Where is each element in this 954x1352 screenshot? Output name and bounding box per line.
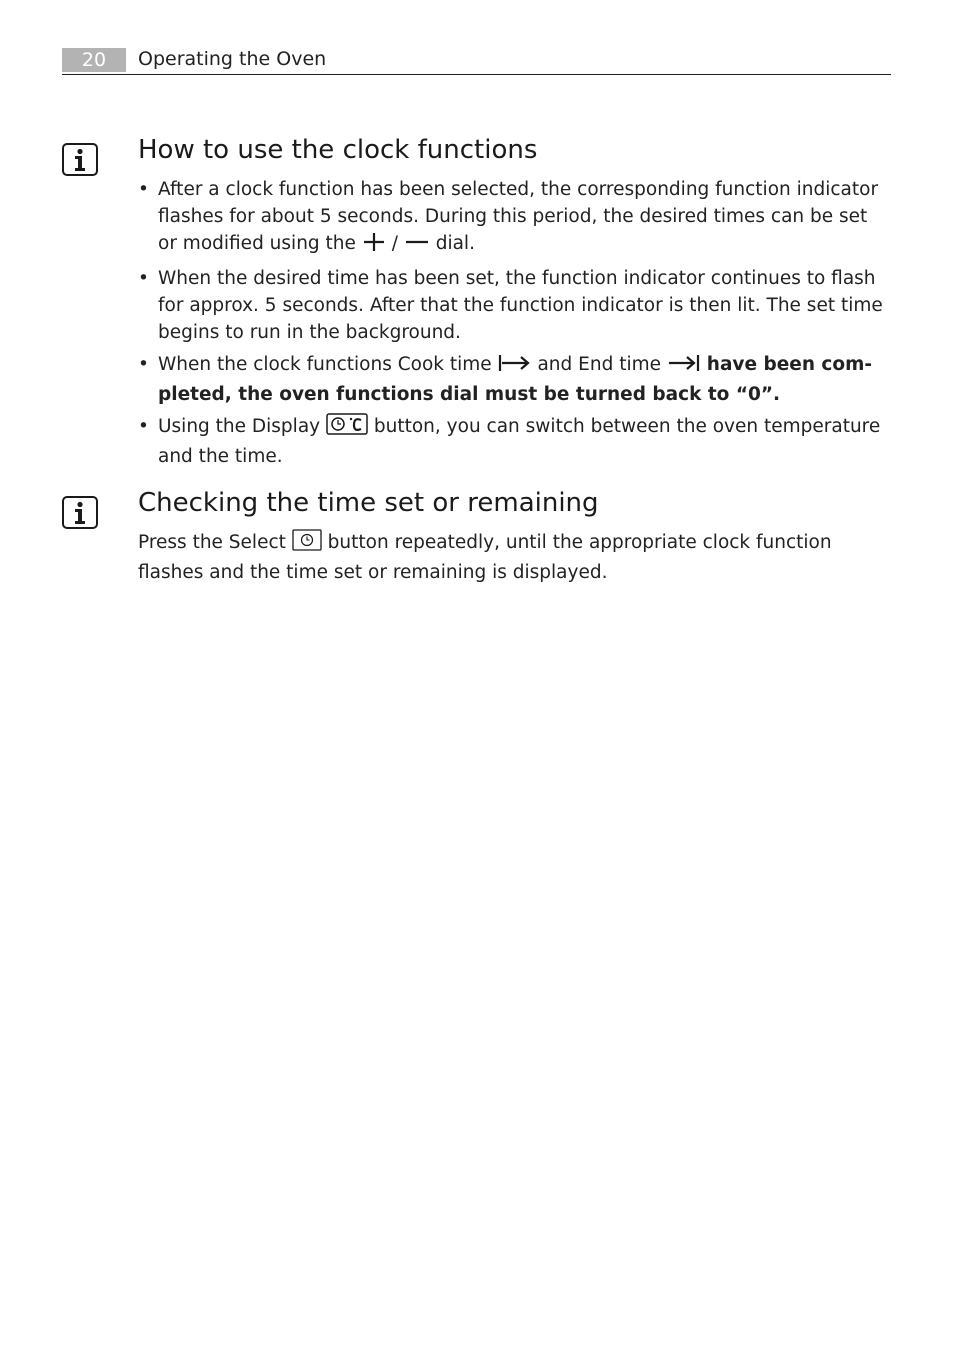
minus-icon	[404, 232, 430, 260]
page-number: 20	[62, 48, 126, 72]
list-item: • When the clock functions Cook time and End time have been com-pleted, the oven functions dial must be turned back to “0”.	[138, 351, 890, 408]
checking-time-paragraph: Press the Select button repeatedly, until the appropriate clock function flashes and the time set or remaining is displayed.	[138, 529, 890, 586]
cook-time-icon	[498, 353, 532, 381]
plus-icon	[362, 232, 386, 260]
info-icon	[62, 496, 98, 528]
display-clock-temp-icon	[326, 413, 368, 443]
page-header	[62, 46, 891, 75]
list-item: • Using the Display button, you can switch between the oven temperature and the time.	[138, 413, 890, 470]
section-title-clock-functions: How to use the clock functions	[138, 135, 538, 165]
select-button-icon	[292, 529, 322, 559]
section-title-checking-time: Checking the time set or remaining	[138, 488, 599, 518]
list-item: • When the desired time has been set, the function indicator continues to flash for approx. 5 seconds. After that the function indicator is then lit. The set time begins to run in the background.	[138, 265, 890, 346]
list-item: • After a clock function has been selected, the corresponding function indicator flashes for about 5 seconds. During this period, the desired times can be set or modified using the / dial.	[138, 176, 890, 260]
header-title: Operating the Oven	[138, 48, 327, 70]
clock-functions-list	[138, 176, 890, 475]
info-icon	[62, 143, 98, 175]
end-time-icon	[667, 353, 701, 381]
